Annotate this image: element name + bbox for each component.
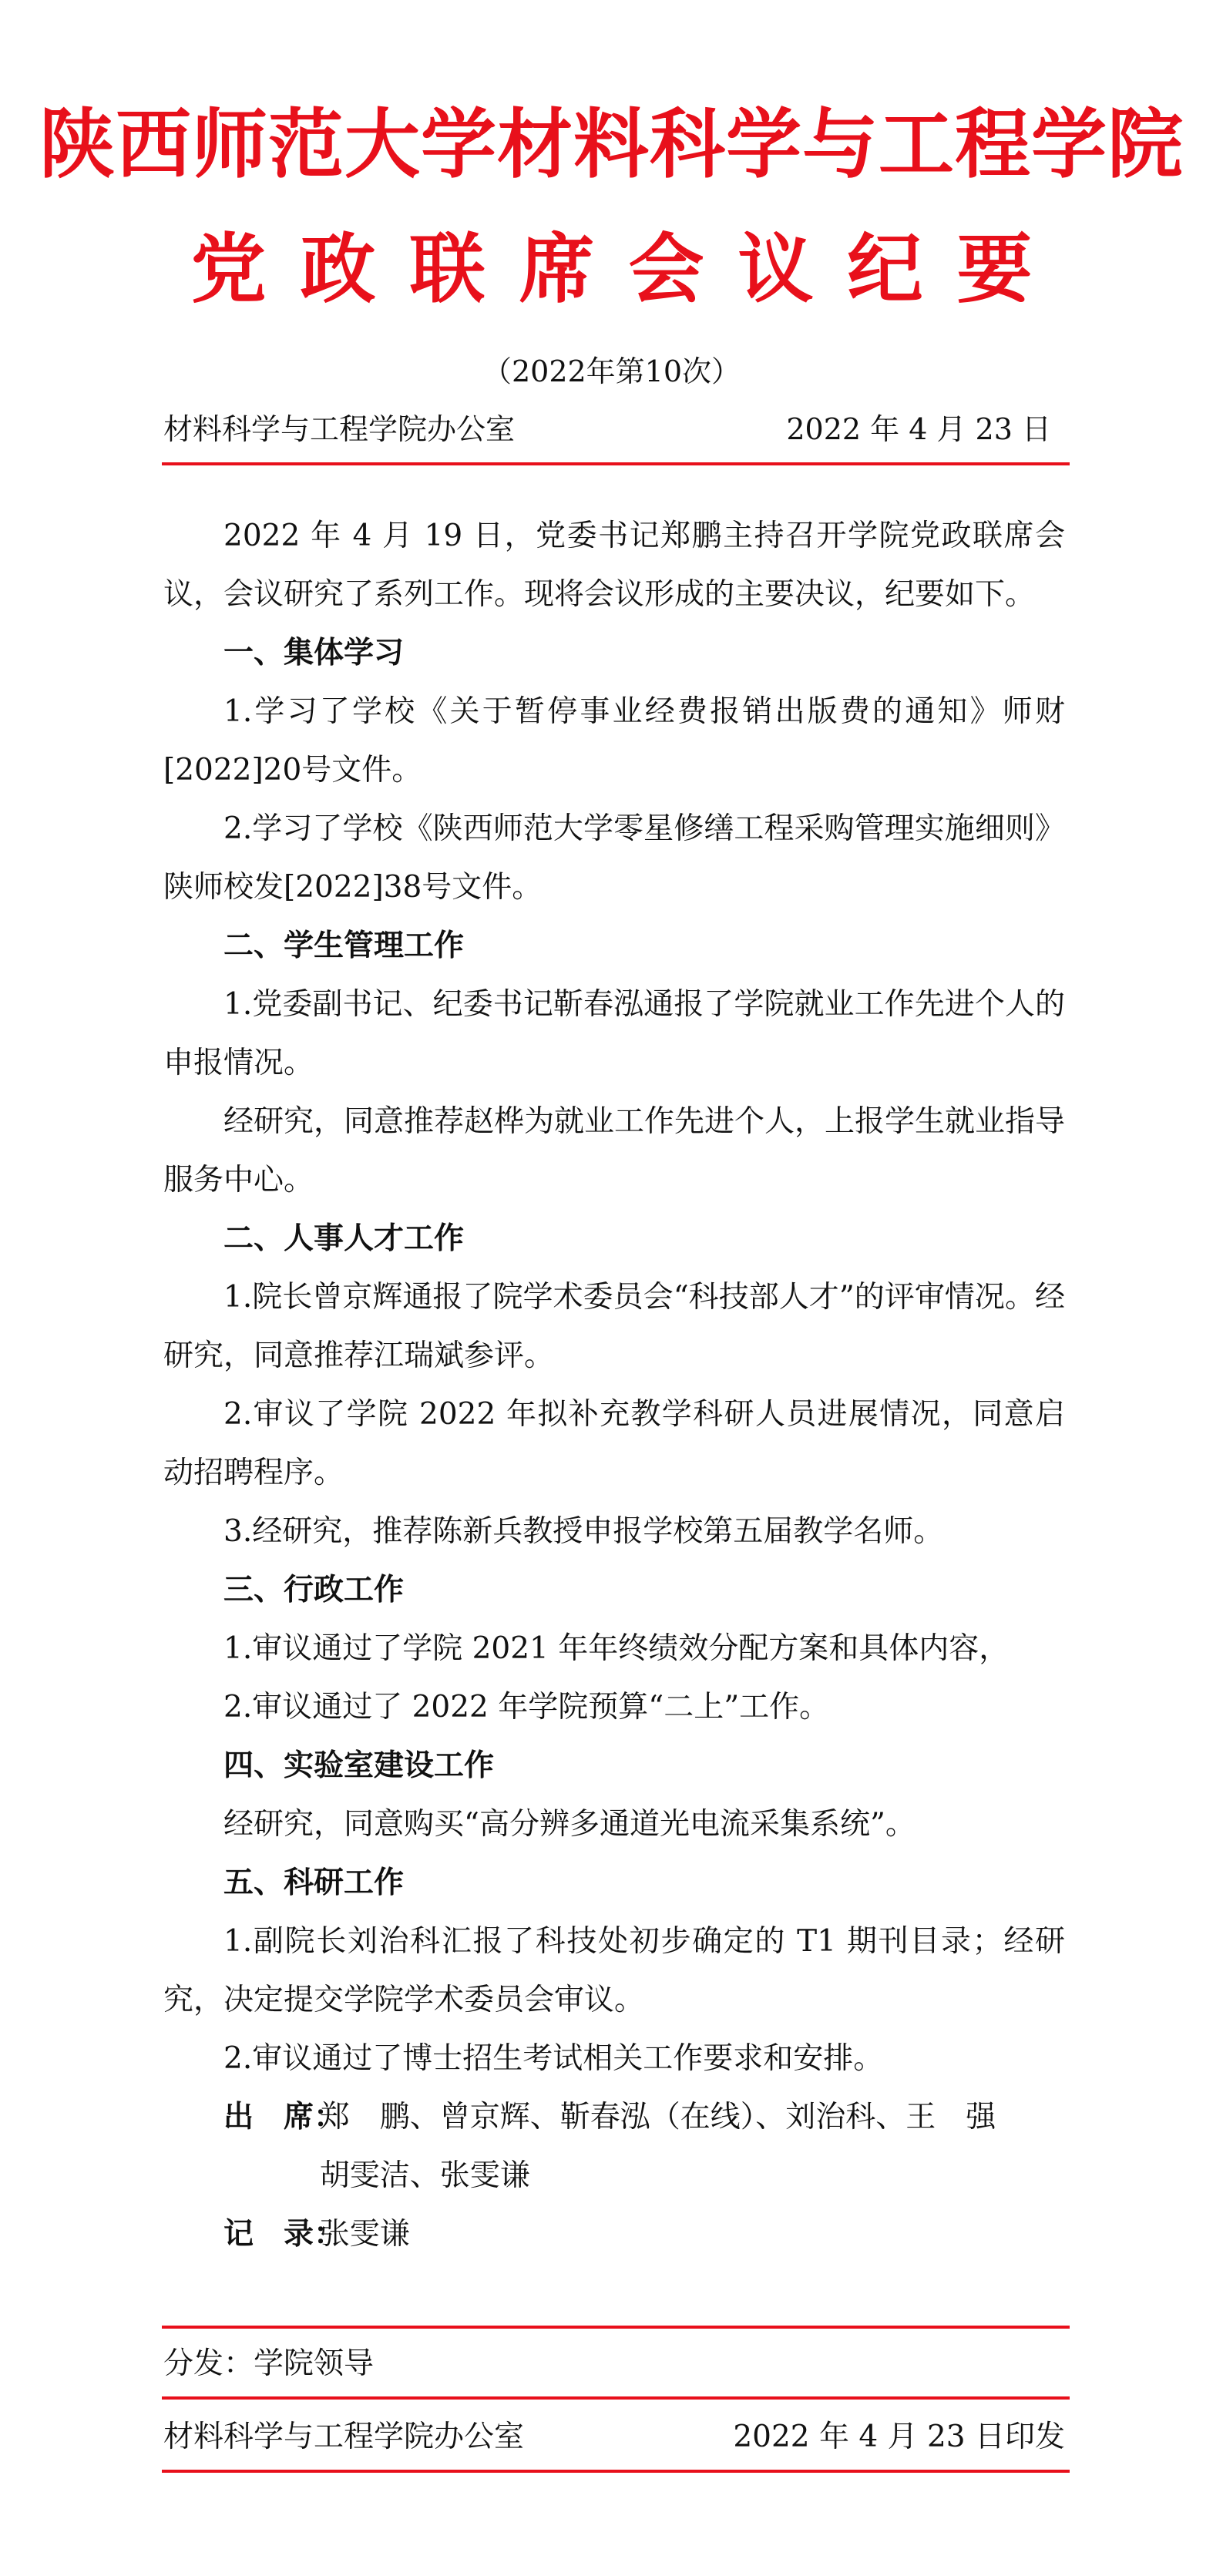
section-heading: 二、学生管理工作 (223, 929, 465, 963)
distribution-line: 分发：学院领导 (163, 2346, 375, 2381)
minutes-body (163, 507, 1065, 2264)
document-title: 陕西师范大学材料科学与工程学院 (39, 100, 1184, 189)
section-heading: 四、实验室建设工作 (223, 1748, 495, 1783)
issuer-name: 材料科学与工程学院办公室 (163, 412, 516, 446)
section-paragraph: 1.审议通过了学院 2021 年年终绩效分配方案和具体内容， (223, 1631, 1010, 1666)
section-paragraph: 2.学习了学校《陕西师范大学零星修缮工程采购管理实施细则》陕师校发[2022]38号文件。 (163, 811, 1065, 905)
recorder-name: 张雯谦 (319, 2217, 410, 2252)
footer-middle-rule (162, 2396, 1070, 2400)
section-heading: 五、科研工作 (223, 1866, 405, 1900)
header-divider (162, 462, 1070, 465)
section-heading: 三、行政工作 (223, 1573, 405, 1607)
section-heading: 二、人事人才工作 (223, 1221, 465, 1256)
attendance-row-continued (163, 2147, 1065, 2205)
section-paragraph: 经研究，同意购买“高分辨多通道光电流采集系统”。 (223, 1807, 916, 1842)
section-paragraph: 1.学习了学校《关于暂停事业经费报销出版费的通知》师财[2022]20号文件。 (163, 694, 1065, 788)
recorder-label: 记 录： (223, 2217, 344, 2252)
footer-bottom-rule (162, 2470, 1070, 2473)
header-info-row (163, 410, 1065, 448)
issue-number: （2022年第10次） (482, 354, 741, 388)
section-paragraph: 1.副院长刘治科汇报了科技处初步确定的 T1 期刊目录；经研究，决定提交学院学术委员会审议。 (163, 1924, 1065, 2017)
section-paragraph: 2.审议通过了 2022 年学院预算“二上”工作。 (223, 1690, 830, 1725)
footer-issue-date: 2022 年 4 月 23 日印发 (733, 2420, 1065, 2454)
document-subtitle: 党政联席会议纪要 (190, 225, 1067, 314)
section-heading: 一、集体学习 (223, 636, 405, 670)
section-paragraph: 2.审议通过了博士招生考试相关工作要求和安排。 (223, 2041, 884, 2076)
attendance-names: 郑 鹏、曾京辉、靳春泓（在线）、刘治科、王 强 (319, 2100, 996, 2134)
section-paragraph: 经研究，同意推荐赵桦为就业工作先进个人，上报学生就业指导服务中心。 (163, 1104, 1066, 1197)
issue-date: 2022 年 4 月 23 日 (786, 412, 1051, 446)
recorder-row (163, 2205, 1065, 2264)
attendance-label: 出 席： (223, 2100, 344, 2134)
section-paragraph: 3.经研究，推荐陈新兵教授申报学校第五届教学名师。 (223, 1514, 944, 1549)
footer-top-rule (162, 2326, 1070, 2329)
section-paragraph: 1.院长曾京辉通报了院学术委员会“科技部人才”的评审情况。经研究，同意推荐江瑞斌参评。 (163, 1280, 1065, 1373)
attendance-row (163, 2088, 1065, 2147)
attendance-names: 胡雯洁、张雯谦 (319, 2158, 530, 2193)
intro-paragraph: 2022 年 4 月 19 日，党委书记郑鹏主持召开学院党政联席会议，会议研究了系列工作。现将会议形成的主要决议，纪要如下。 (163, 519, 1065, 612)
section-paragraph: 2.审议了学院 2022 年拟补充教学科研人员进展情况，同意启动招聘程序。 (163, 1397, 1065, 1490)
section-paragraph: 1.党委副书记、纪委书记靳春泓通报了学院就业工作先进个人的申报情况。 (163, 987, 1065, 1080)
footer-issuer: 材料科学与工程学院办公室 (163, 2420, 525, 2454)
footer-row (163, 2416, 1065, 2459)
